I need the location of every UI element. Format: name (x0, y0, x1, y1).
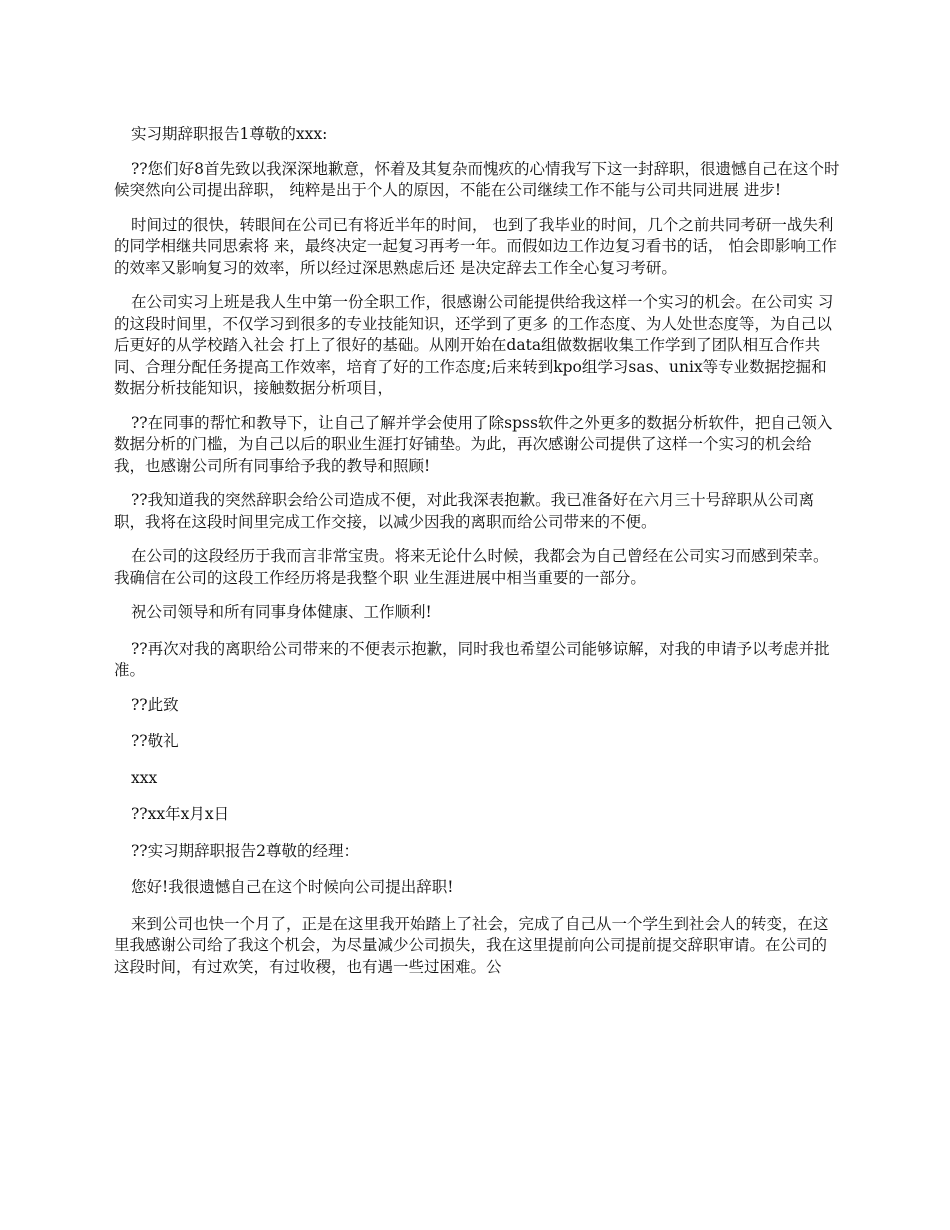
document-body (114, 124, 840, 991)
paragraph-reason: 时间过的很快，转眼间在公司已有将近半年的时间， 也到了我毕业的时间，几个之前共同考研一战失利的同学相继共同思索将 来，最终决定一起复习再考一年。而假如边工作边复习看书的话， 怕会即影响工作的效率又影响复习的效率，所以经过深思熟虑后还 是决定辞去工作全心复习考研。 (114, 215, 837, 277)
signature-date: ??xx年x月x日 (131, 805, 230, 823)
closing-regards: ??敬礼 (131, 732, 179, 750)
paragraph-inconvenience: ??我知道我的突然辞职会给公司造成不便，对此我深表抱歉。我已准备好在六月三十号辞职从公司离职，我将在这段时间里完成工作交接，以减少因我的离职而给公司带来的不便。 (114, 491, 815, 531)
paragraph-title-1: 实习期辞职报告1尊敬的xxx: (131, 125, 328, 143)
paragraph-title-2: ??实习期辞职报告2尊敬的经理： (131, 841, 359, 860)
paragraph-experience: 在公司实习上班是我人生中第一份全职工作，很感谢公司能提供给我这样一个实习的机会。在公司实 习的这段时间里，不仅学习到很多的专业技能知识，还学到了更多 的工作态度、为人处世态度等，为自己以后更好的从学校踏入社会 打上了很好的基础。从刚开始在data组做数据收集工作学到了团队相互合作共同、合理分配任务提高工作效率，培育了好的工作态度;后来转到kpo组学习sas、unix等专业数据挖掘和数据分析技能知识，接触数据分析项目， (114, 293, 834, 397)
paragraph-wishes: 祝公司领导和所有同事身体健康、工作顺利! (131, 603, 432, 621)
signature-name: xxx (131, 768, 158, 787)
paragraph-thanks: ??在同事的帮忙和教导下，让自己了解并学会使用了除spss软件之外更多的数据分析软件，把自己领入数据分析的门槛，为自己以后的职业生涯打好铺垫。为此，再次感谢公司提供了这样一个实习的机会给我，也感谢公司所有同事给予我的教导和照顾! (114, 413, 833, 475)
paragraph-apology: ??您们好8首先致以我深深地歉意，怀着及其复杂而愧疚的心情我写下这一封辞职，很遗憾自己在这个时候突然向公司提出辞职， 纯粹是出于个人的原因，不能在公司继续工作不能与公司共同进展 进步! (114, 159, 840, 199)
paragraph-greeting-2: 您好!我很遗憾自己在这个时候向公司提出辞职! (131, 878, 454, 896)
paragraph-request: ??再次对我的离职给公司带来的不便表示抱歉，同时我也希望公司能够谅解，对我的申请予以考虑并批准。 (114, 639, 830, 679)
paragraph-intro-2: 来到公司也快一个月了，正是在这里我开始踏上了社会，完成了自己从一个学生到社会人的转变，在这里我感谢公司给了我这个机会，为尽量减少公司损失，我在这里提前向公司提前提交辞职审请。在公司的这段时间，有过欢笑，有过收稷，也有遇一些过困难。公 (114, 914, 829, 976)
paragraph-honor: 在公司的这段经历于我而言非常宝贵。将来无论什么时候，我都会为自己曾经在公司实习而感到荣幸。我确信在公司的这段工作经历将是我整个职 业生涯进展中相当重要的一部分。 (114, 547, 829, 587)
closing-salutation: ??此致 (131, 695, 179, 714)
